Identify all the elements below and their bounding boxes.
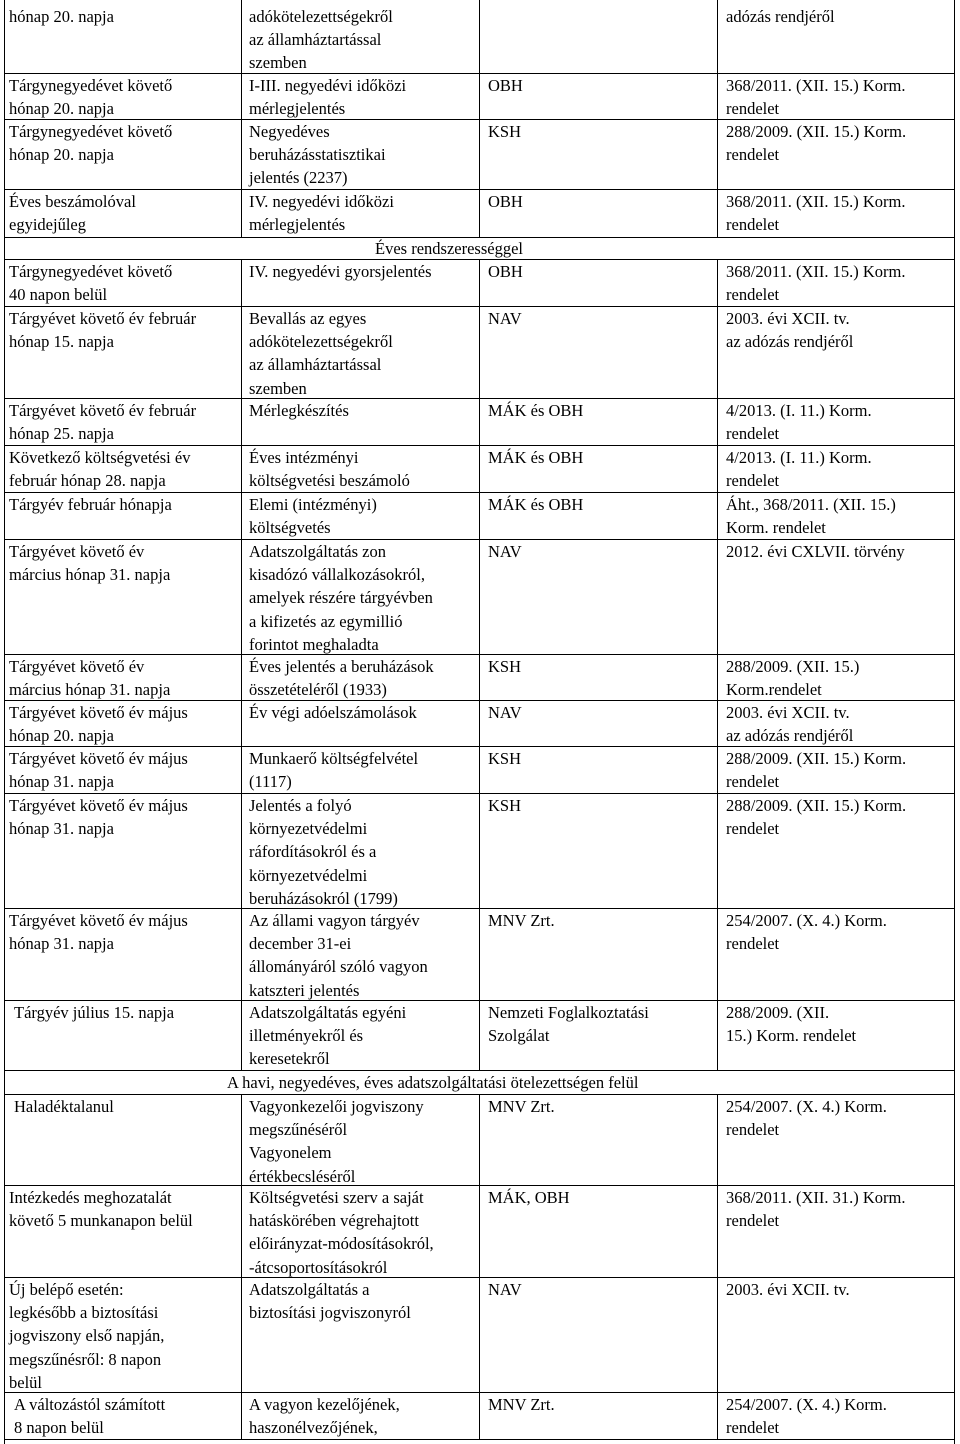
recipient-cell: Nemzeti Foglalkoztatási Szolgálat <box>488 1003 649 1046</box>
deadline-cell: Következő költségvetési év február hónap 28. napja <box>9 448 191 491</box>
report-cell: Adatszolgáltatás egyéni illetményekről és keresetekről <box>249 1003 407 1069</box>
column-divider-3 <box>717 259 718 1070</box>
legal-basis-cell: 368/2011. (XII. 15.) Korm. rendelet <box>726 262 906 305</box>
table-border-left <box>4 0 5 1444</box>
legal-basis-cell: 254/2007. (X. 4.) Korm. rendelet <box>726 911 887 954</box>
column-divider-1 <box>241 1094 242 1440</box>
recipient-cell: OBH <box>488 192 523 211</box>
recipient-cell: KSH <box>488 122 522 141</box>
recipient-cell: OBH <box>488 76 523 95</box>
column-divider-3 <box>717 1094 718 1440</box>
deadline-cell: Tárgyévet követő év május hónap 31. napja <box>9 911 188 954</box>
deadline-cell: Tárgynegyedévet követő 40 napon belül <box>9 262 173 305</box>
recipient-cell: NAV <box>488 703 522 722</box>
report-cell: Vagyonkezelői jogviszony megszűnéséről Vagyonelem értékbecsléséről <box>249 1097 424 1186</box>
recipient-cell: MÁK és OBH <box>488 495 584 514</box>
section-heading-additional: A havi, negyedéves, éves adatszolgáltatási ötelezettségen felül <box>227 1073 639 1092</box>
report-cell: IV. negyedévi gyorsjelentés <box>249 262 432 281</box>
column-divider-2 <box>479 1094 480 1440</box>
deadline-cell: Éves beszámolóval egyidejűleg <box>9 192 136 235</box>
deadline-cell: Tárgyévet követő év május hónap 20. napja <box>9 703 188 746</box>
report-cell: adókötelezettségekről az államháztartással szemben <box>249 7 393 73</box>
legal-basis-cell: Áht., 368/2011. (XII. 15.) Korm. rendelet <box>726 495 896 538</box>
deadline-cell: Intézkedés meghozatalát követő 5 munkanapon belül <box>9 1188 193 1231</box>
deadline-cell: Tárgyév július 15. napja <box>14 1003 175 1022</box>
legal-basis-cell: 288/2009. (XII. 15.) Korm. rendelet <box>726 796 907 839</box>
report-cell: Éves jelentés a beruházások összetételéről (1933) <box>249 657 434 700</box>
legal-basis-cell: 254/2007. (X. 4.) Korm. rendelet <box>726 1097 887 1140</box>
recipient-cell: MÁK és OBH <box>488 448 584 467</box>
deadline-cell: Tárgynegyedévet követő hónap 20. napja <box>9 76 173 119</box>
deadline-cell: Tárgyévet követő év február hónap 15. napja <box>9 309 197 352</box>
legal-basis-cell: 368/2011. (XII. 31.) Korm. rendelet <box>726 1188 906 1231</box>
deadline-cell: Tárgyévet követő év március hónap 31. napja <box>9 542 171 585</box>
deadline-cell: Tárgyévet követő év május hónap 31. napja <box>9 749 188 792</box>
recipient-cell: MNV Zrt. <box>488 911 555 930</box>
recipient-cell: MNV Zrt. <box>488 1395 555 1414</box>
column-divider-1 <box>241 259 242 1070</box>
legal-basis-cell: 288/2009. (XII. 15.) Korm. rendelet <box>726 749 907 792</box>
legal-basis-cell: 368/2011. (XII. 15.) Korm. rendelet <box>726 192 906 235</box>
recipient-cell: MNV Zrt. <box>488 1097 555 1116</box>
recipient-cell: NAV <box>488 1280 522 1299</box>
report-cell: Költségvetési szerv a saját hatáskörében végrehajtott előirányzat-módosításokról, -átcsoportosításokról <box>249 1188 434 1277</box>
section-heading-annual: Éves rendszerességgel <box>375 239 523 258</box>
legal-basis-cell: 288/2009. (XII. 15.) Korm. rendelet <box>726 1003 857 1046</box>
legal-basis-cell: 288/2009. (XII. 15.) Korm. rendelet <box>726 122 907 165</box>
deadline-cell: Tárgynegyedévet követő hónap 20. napja <box>9 122 173 165</box>
legal-basis-cell: 2003. évi XCII. tv. az adózás rendjéről <box>726 309 854 352</box>
report-cell: Mérlegkészítés <box>249 401 349 420</box>
deadline-cell: Tárgyévet követő év március hónap 31. napja <box>9 657 171 700</box>
legal-basis-cell: 2003. évi XCII. tv. <box>726 1280 850 1299</box>
deadline-cell: Új belépő esetén: legkésőbb a biztosítási jogviszony első napján, megszűnésről: 8 napon belül <box>9 1280 165 1392</box>
legal-basis-cell: 4/2013. (I. 11.) Korm. rendelet <box>726 401 872 444</box>
legal-basis-cell: 288/2009. (XII. 15.) Korm.rendelet <box>726 657 860 700</box>
legal-basis-cell: adózás rendjéről <box>726 7 835 26</box>
recipient-cell: KSH <box>488 749 522 768</box>
recipient-cell: NAV <box>488 309 522 328</box>
report-cell: Munkaerő költségfelvétel (1117) <box>249 749 419 792</box>
deadline-cell: Haladéktalanul <box>14 1097 114 1116</box>
report-cell: Az állami vagyon tárgyév december 31-ei állományáról szóló vagyon katszteri jelentés <box>249 911 428 1000</box>
recipient-cell: MÁK, OBH <box>488 1188 570 1207</box>
recipient-cell: KSH <box>488 796 522 815</box>
recipient-cell: NAV <box>488 542 522 561</box>
deadline-cell: Tárgyévet követő év február hónap 25. napja <box>9 401 197 444</box>
report-cell: Éves intézményi költségvetési beszámoló <box>249 448 410 491</box>
report-cell: I-III. negyedévi időközi mérlegjelentés <box>249 76 407 119</box>
recipient-cell: MÁK és OBH <box>488 401 584 420</box>
legal-basis-cell: 254/2007. (X. 4.) Korm. rendelet <box>726 1395 887 1438</box>
recipient-cell: KSH <box>488 657 522 676</box>
deadline-cell: hónap 20. napja <box>9 7 114 26</box>
legal-basis-cell: 2003. évi XCII. tv. az adózás rendjéről <box>726 703 854 746</box>
report-cell: Adatszolgáltatás zon kisadózó vállalkozásokról, amelyek részére tárgyévben a kifizetés az egymillió forintot meghaladta <box>249 542 433 654</box>
report-cell: A vagyon kezelőjének, haszonélvezőjének, <box>249 1395 400 1438</box>
report-cell: Év végi adóelszámolások <box>249 703 417 722</box>
deadline-cell: Tárgyévet követő év május hónap 31. napja <box>9 796 188 839</box>
table-border-right <box>954 0 955 1444</box>
report-cell: Negyedéves beruházásstatisztikai jelentés (2237) <box>249 122 386 188</box>
legal-basis-cell: 4/2013. (I. 11.) Korm. rendelet <box>726 448 872 491</box>
deadline-cell: Tárgyév február hónapja <box>9 495 172 514</box>
report-cell: Adatszolgáltatás a biztosítási jogviszonyról <box>249 1280 411 1323</box>
report-cell: Bevallás az egyes adókötelezettségekről az államháztartással szemben <box>249 309 393 398</box>
report-cell: Elemi (intézményi) költségvetés <box>249 495 377 538</box>
legal-basis-cell: 2012. évi CXLVII. törvény <box>726 542 905 561</box>
recipient-cell: OBH <box>488 262 523 281</box>
report-cell: Jelentés a folyó környezetvédelmi ráfordításokról és a környezetvédelmi beruházásokról (1799) <box>249 796 398 908</box>
legal-basis-cell: 368/2011. (XII. 15.) Korm. rendelet <box>726 76 906 119</box>
deadline-cell: A változástól számított 8 napon belül <box>14 1395 166 1438</box>
column-divider-2 <box>479 259 480 1070</box>
report-cell: IV. negyedévi időközi mérlegjelentés <box>249 192 394 235</box>
